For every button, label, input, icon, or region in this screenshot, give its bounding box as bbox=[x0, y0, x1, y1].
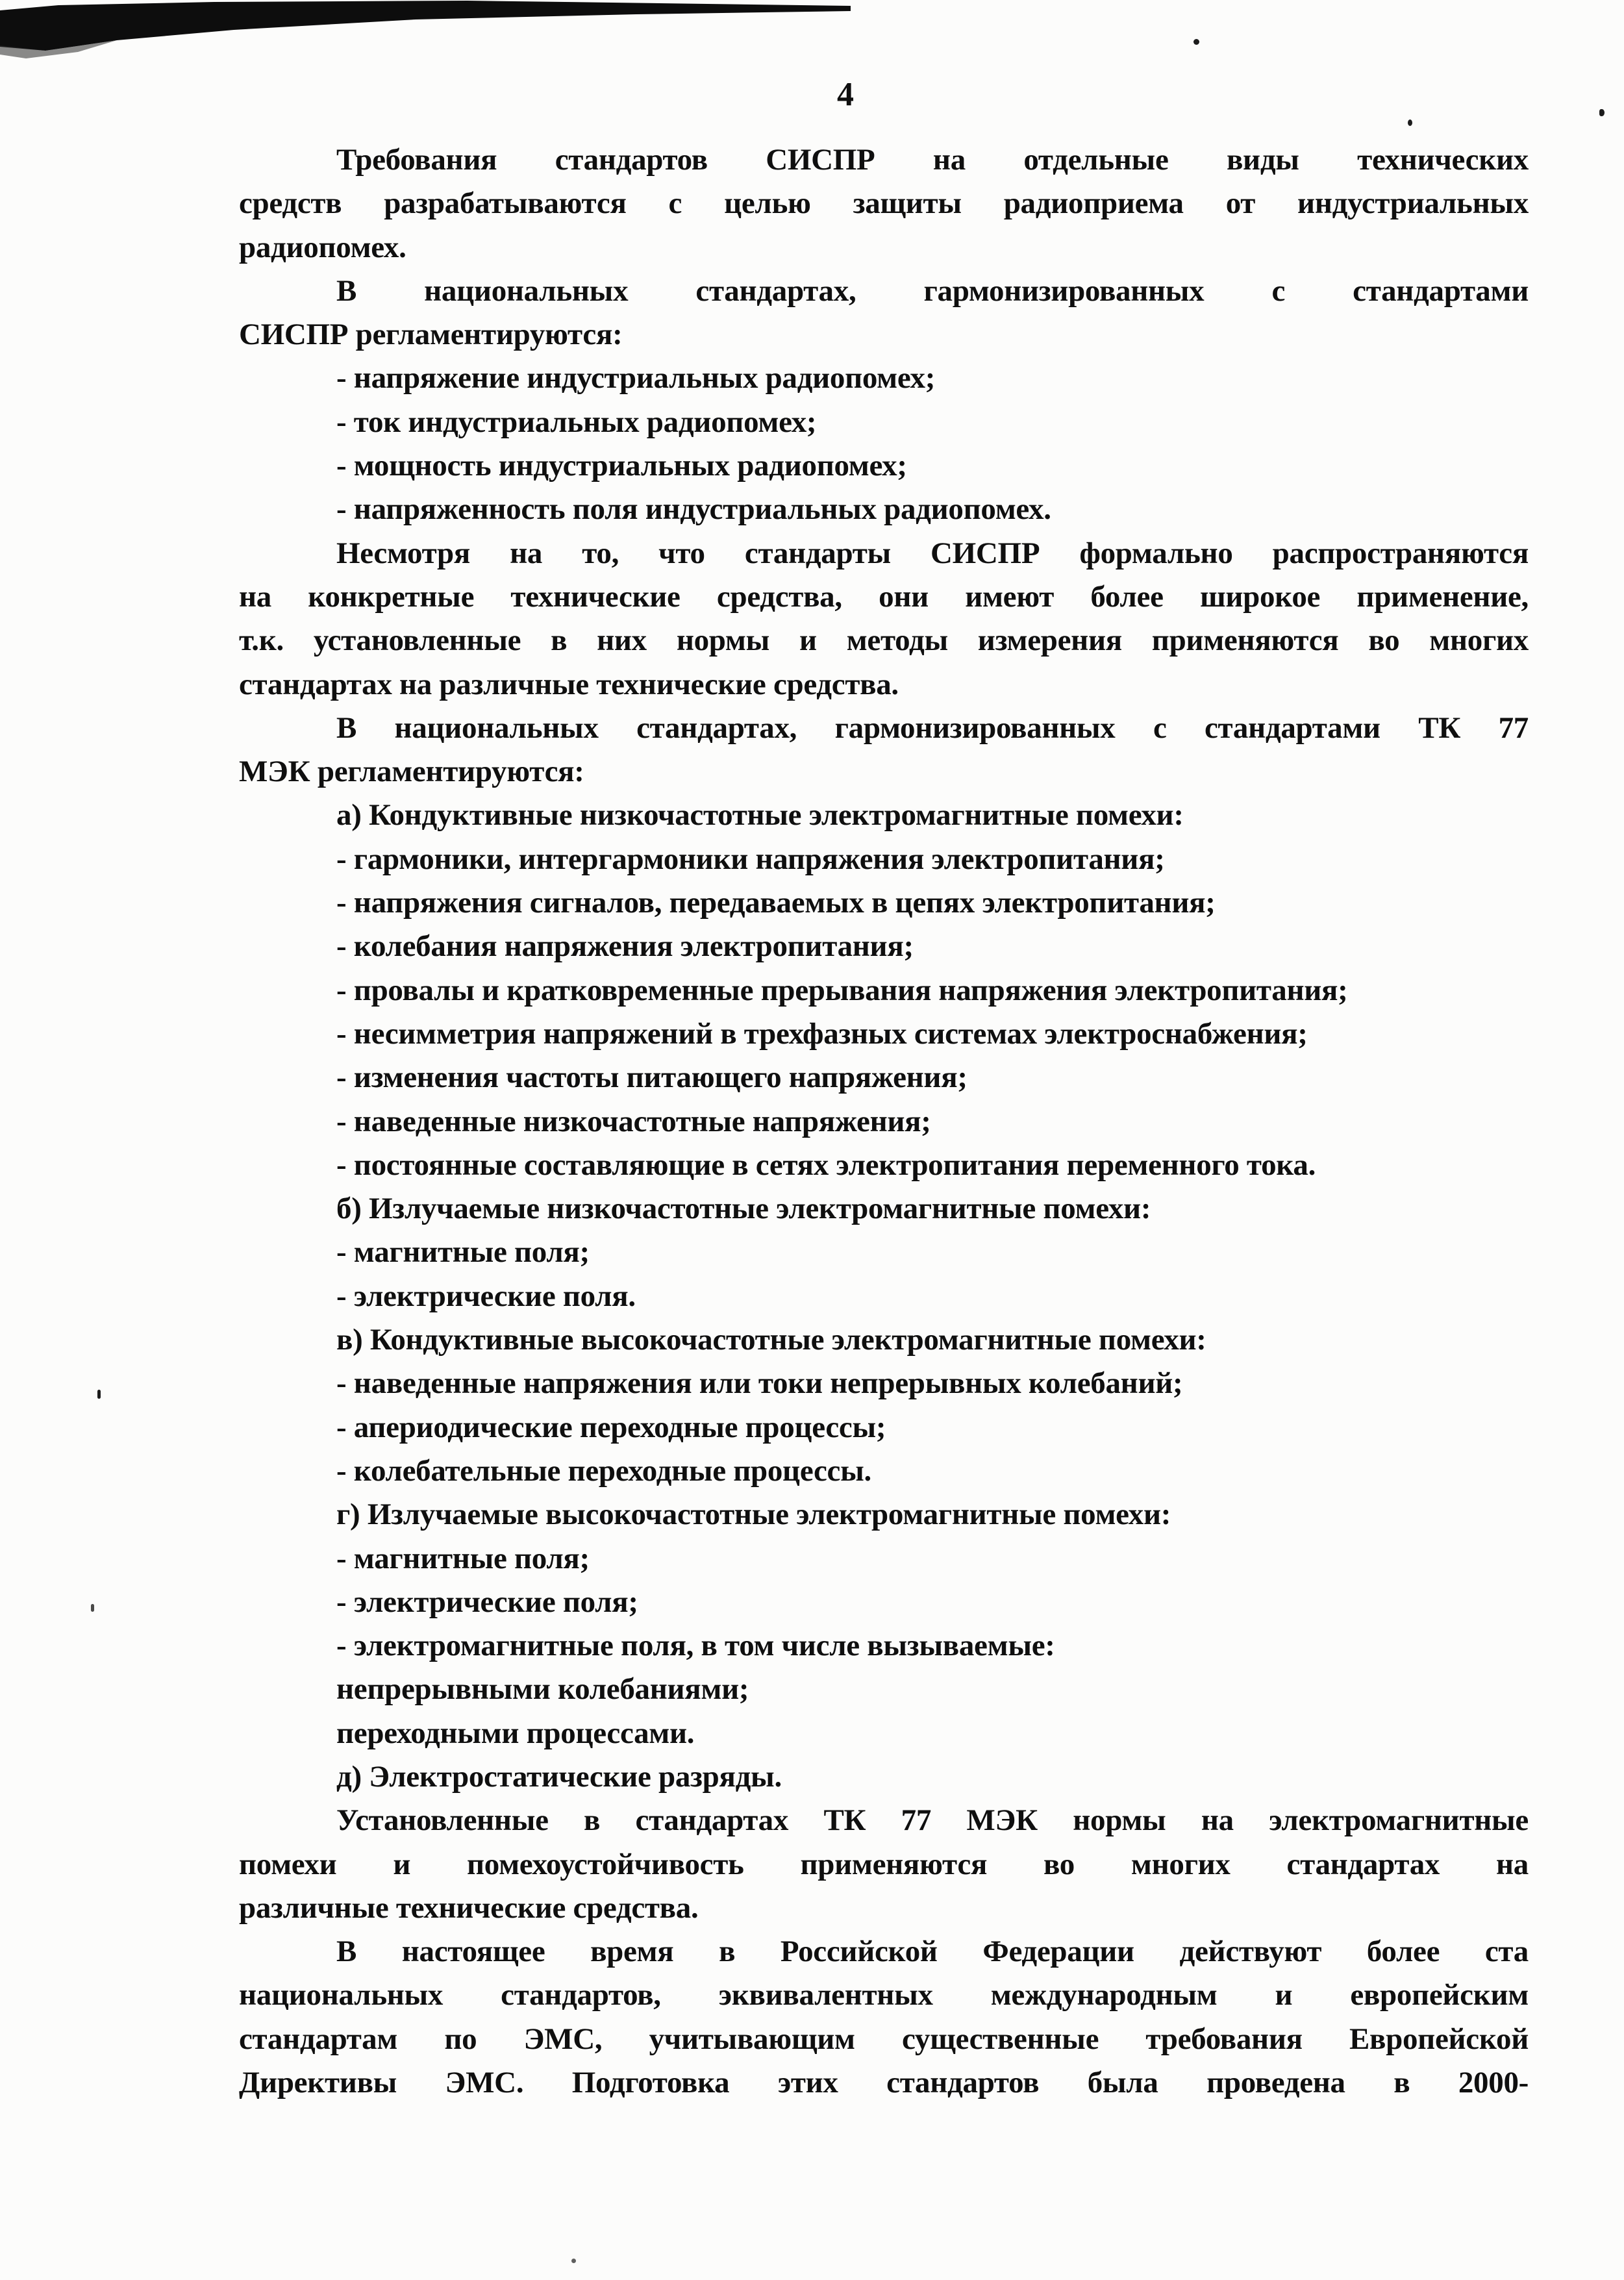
text-line: радиопомех. bbox=[239, 230, 406, 264]
text-line: - изменения частоты питающего напряжения; bbox=[336, 1060, 968, 1095]
text-line: на конкретные технические средства, они имеют более широкое применение, bbox=[239, 579, 1529, 614]
scan-speck bbox=[1193, 39, 1199, 45]
text-block bbox=[239, 138, 1529, 2105]
text-line: д) Электростатические разряды. bbox=[336, 1759, 782, 1794]
text-line: Директивы ЭМС. Подготовка этих стандартов была проведена в 2000- bbox=[239, 2066, 1529, 2100]
text-line: - наведенные низкочастотные напряжения; bbox=[336, 1104, 931, 1138]
scan-speck bbox=[571, 2259, 576, 2263]
text-line: СИСПР регламентируются: bbox=[239, 318, 623, 352]
text-line: б) Излучаемые низкочастотные электромагнитные помехи: bbox=[336, 1192, 1151, 1226]
text-line: - апериодические переходные процессы; bbox=[336, 1410, 886, 1444]
scan-speck bbox=[1599, 109, 1605, 116]
text-line: Несмотря на то, что стандарты СИСПР формально распространяются bbox=[336, 536, 1529, 570]
text-line: В настоящее время в Российской Федерации действуют более ста bbox=[336, 1935, 1529, 1969]
text-line: Требования стандартов СИСПР на отдельные виды технических bbox=[336, 143, 1529, 177]
text-line: а) Кондуктивные низкочастотные электромагнитные помехи: bbox=[336, 798, 1184, 833]
text-line: т.к. установленные в них нормы и методы измерения применяются во многих bbox=[239, 623, 1529, 658]
text-line: - электрические поля. bbox=[336, 1279, 636, 1313]
text-line: - магнитные поля; bbox=[336, 1541, 590, 1575]
text-line: В национальных стандартах, гармонизированных с стандартами ТК 77 bbox=[336, 710, 1529, 745]
text-line: - наведенные напряжения или токи непрерывных колебаний; bbox=[336, 1366, 1183, 1401]
text-line: МЭК регламентируются: bbox=[239, 755, 584, 789]
text-line: стандартам по ЭМС, учитывающим существенные требования Европейской bbox=[239, 2022, 1529, 2056]
text-line: - несимметрия напряжений в трехфазных системах электроснабжения; bbox=[336, 1016, 1308, 1051]
text-line: - напряженность поля индустриальных радиопомех. bbox=[336, 492, 1051, 527]
text-line: - провалы и кратковременные прерывания напряжения электропитания; bbox=[336, 973, 1348, 1007]
text-line: - напряжения сигналов, передаваемых в цепях электропитания; bbox=[336, 886, 1216, 920]
text-line: - гармоники, интергармоники напряжения электропитания; bbox=[336, 842, 1165, 876]
scan-speck bbox=[91, 1604, 94, 1612]
text-line: различные технические средства. bbox=[239, 1890, 699, 1925]
text-line: - электрические поля; bbox=[336, 1585, 638, 1619]
text-line: - ток индустриальных радиопомех; bbox=[336, 405, 817, 439]
text-line: национальных стандартов, эквивалентных международным и европейским bbox=[239, 1978, 1529, 2012]
text-line: помехи и помехоустойчивость применяются во многих стандартах на bbox=[239, 1847, 1529, 1881]
text-line: средств разрабатываются с целью защиты радиоприема от индустриальных bbox=[239, 186, 1529, 221]
text-line: - колебания напряжения электропитания; bbox=[336, 929, 914, 964]
text-line: Установленные в стандартах ТК 77 МЭК нормы на электромагнитные bbox=[336, 1803, 1529, 1838]
text-line: - колебательные переходные процессы. bbox=[336, 1453, 871, 1488]
text-line: - постоянные составляющие в сетях электропитания переменного тока. bbox=[336, 1147, 1316, 1182]
text-line: в) Кондуктивные высокочастотные электромагнитные помехи: bbox=[336, 1323, 1206, 1357]
page-number: 4 bbox=[837, 76, 854, 113]
scan-speck bbox=[97, 1390, 101, 1399]
text-line: - напряжение индустриальных радиопомех; bbox=[336, 361, 936, 395]
text-line: - мощность индустриальных радиопомех; bbox=[336, 449, 907, 483]
scan-artifact-streak bbox=[0, 0, 857, 65]
text-line: переходными процессами. bbox=[336, 1716, 695, 1750]
text-line: - магнитные поля; bbox=[336, 1235, 590, 1270]
text-line: - электромагнитные поля, в том числе вызываемые: bbox=[336, 1629, 1055, 1663]
text-line: В национальных стандартах, гармонизированных с стандартами bbox=[336, 273, 1529, 308]
text-line: стандартах на различные технические средства. bbox=[239, 667, 899, 701]
text-line: непрерывными колебаниями; bbox=[336, 1672, 749, 1707]
scan-speck bbox=[1408, 119, 1412, 126]
text-line: г) Излучаемые высокочастотные электромагнитные помехи: bbox=[336, 1497, 1171, 1532]
